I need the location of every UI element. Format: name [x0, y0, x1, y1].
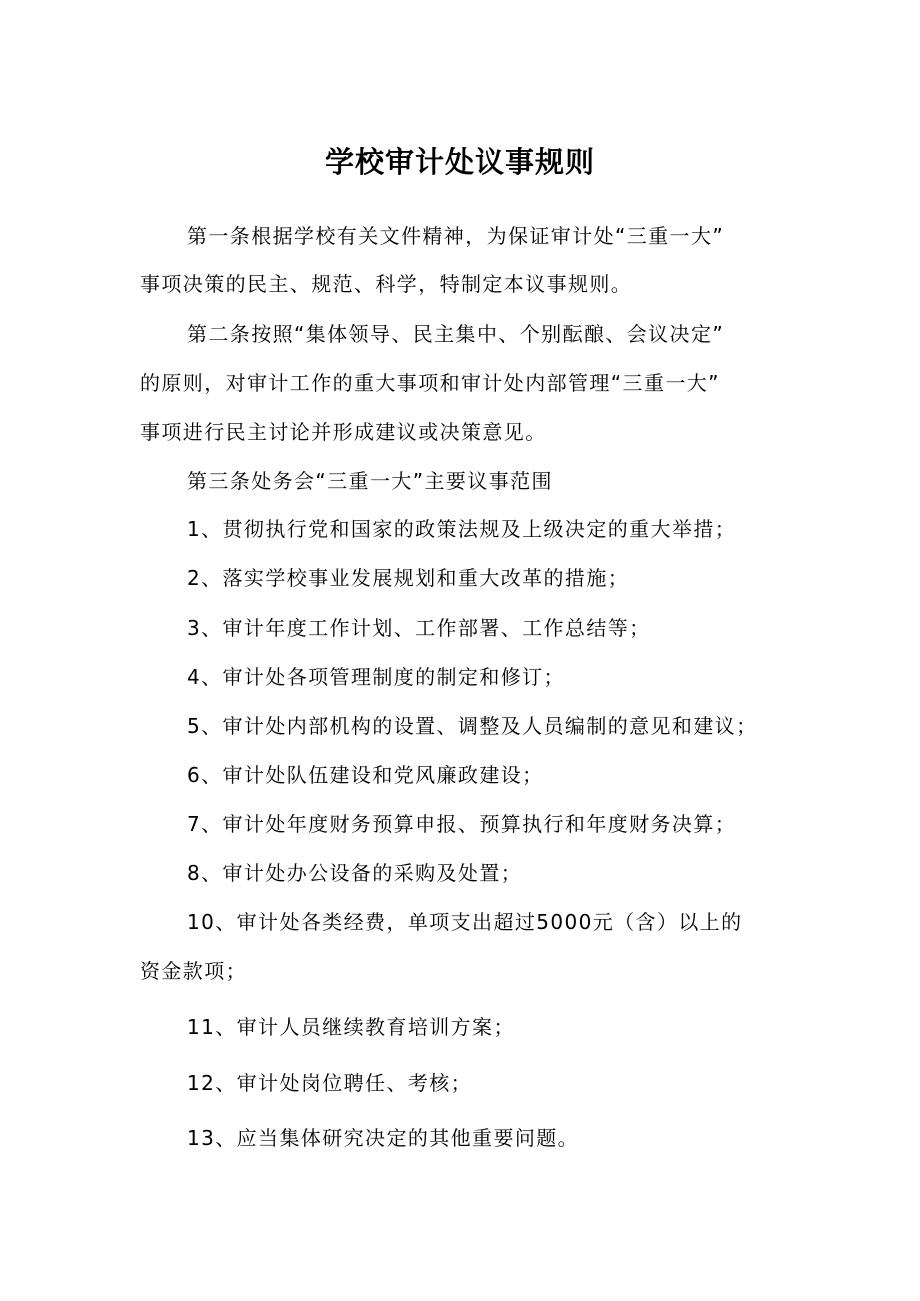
list-item-12: 12、审计处岗位聘任、考核； — [187, 1071, 473, 1095]
list-item-3: 3、审计年度工作计划、工作部署、工作总结等； — [187, 616, 651, 640]
list-item-8: 8、审计处办公设备的采购及处置； — [187, 861, 523, 885]
list-item-13: 13、应当集体研究决定的其他重要问题。 — [187, 1126, 580, 1150]
article-3-heading: 第三条处务会“三重一大”主要议事范围 — [187, 469, 553, 493]
document-title: 学校审计处议事规则 — [324, 145, 595, 179]
article-2-line-2: 的原则，对审计工作的重大事项和审计处内部管理“三重一大” — [140, 371, 720, 395]
list-item-4: 4、审计处各项管理制度的制定和修订； — [187, 665, 565, 689]
list-item-1: 1、贯彻执行党和国家的政策法规及上级决定的重大举措； — [187, 517, 737, 541]
list-item-5: 5、审计处内部机构的设置、调整及人员编制的意见和建议； — [187, 714, 758, 738]
article-2-line-1: 第二条按照“集体领导、民主集中、个别酝酿、会议决定” — [187, 322, 725, 346]
article-1-line-2: 事项决策的民主、规范、科学，特制定本议事规则。 — [140, 272, 633, 296]
article-2-line-3: 事项进行民主讨论并形成建议或决策意见。 — [140, 420, 547, 444]
list-item-11: 11、审计人员继续教育培训方案； — [187, 1015, 515, 1039]
list-item-6: 6、审计处队伍建设和党风廉政建设； — [187, 763, 544, 787]
list-item-2: 2、落实学校事业发展规划和重大改革的措施； — [187, 566, 630, 590]
list-item-10-line-1: 10、审计处各类经费，单项支出超过5000元（含）以上的 — [187, 910, 743, 934]
article-1-line-1: 第一条根据学校有关文件精神，为保证审计处“三重一大” — [187, 224, 725, 248]
list-item-7: 7、审计处年度财务预算申报、预算执行和年度财务决算； — [187, 812, 737, 836]
list-item-10-line-2: 资金款项； — [140, 959, 247, 983]
